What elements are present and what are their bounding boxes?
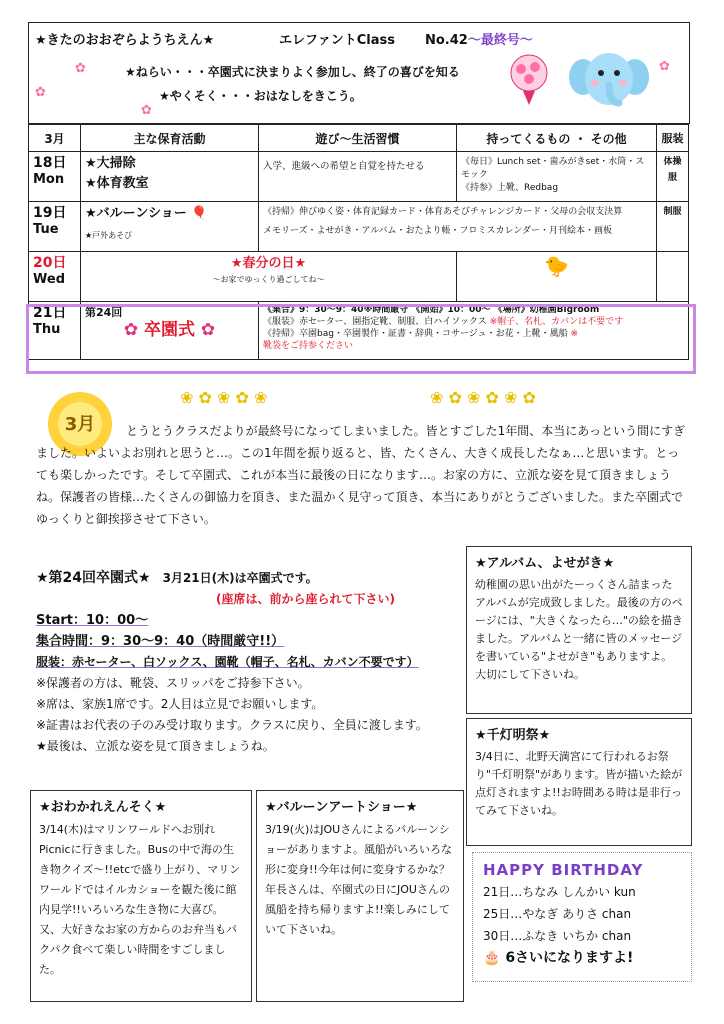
column-header: 遊び～生活習慣 — [259, 125, 457, 152]
promise-text: ★やくそく・・・おはなしをきこう。 — [159, 89, 362, 103]
ensoku-text: 3/14(木)はマリンワールドへお別れPicnicに行きました。Busの中で海の生き物クイズ～!!etcで盛り上がり、マリンワールドではイルカショーを観た後に館内見学!!いろいろな生き物に大喜び。又、大好きなお家の方からのお弁当もパクパク食べて楽しい時間をすごしました。 — [39, 823, 241, 976]
activity-cell — [81, 152, 259, 202]
weekday: Thu — [33, 322, 61, 337]
table-header-row — [29, 125, 689, 152]
ceremony-note: ※証書はお代表の子のみ受け取ります。クラスに戻り、全員に渡します。 — [36, 718, 428, 732]
activity: ★戸外あそび — [85, 231, 133, 240]
column-header: 持ってくるもの ・ その他 — [457, 125, 657, 152]
ceremony-date: 3月21日(木)は卒園式です。 — [162, 571, 318, 585]
balloon-text: 3/19(火)はJOUさんによるバルーンショーがありますよ。風船がいろいろな形に変身!!今年は何に変身するかな？年長さんは、卒園式の日にJOUさんの風船を持ち帰りますよ!!楽しみにしていて下さいね。 — [265, 823, 452, 936]
date-cell — [29, 202, 81, 252]
activity: ★大掃除 — [85, 156, 136, 171]
motte-cell — [457, 252, 657, 302]
flower-icon: ✿ — [200, 320, 216, 340]
ceremony-note: ※保護者の方は、靴袋、スリッパをご持参下さい。 — [36, 676, 310, 690]
detail-text: 《服装》赤セーター、園指定靴、制服、白ハイソックス — [263, 317, 487, 327]
date-cell — [29, 152, 81, 202]
ensoku-box — [30, 790, 252, 1002]
detail-line — [263, 316, 684, 328]
album-title: ★アルバム、よせがき★ — [475, 556, 615, 571]
motte-line: 《毎日》Lunch set・歯みがきset・水筒・スモック — [461, 157, 645, 180]
flower-icon: ✿ — [75, 61, 86, 76]
ceremony-title: ★第24回卒園式★ — [36, 570, 151, 586]
sentou-box — [466, 718, 692, 846]
column-header: 服装 — [657, 125, 689, 152]
motte-line: メモリーズ・よせがき・アルバム・おたより帳・フロミスカレンダー・月刊絵本・画板 — [263, 226, 612, 236]
holiday-label: ★春分の日★ — [230, 256, 307, 271]
activity: ★体育教室 — [85, 176, 149, 191]
last-issue-label: ～最終号～ — [467, 33, 533, 48]
birthday-footer — [483, 947, 681, 969]
table-row — [29, 252, 689, 302]
ensoku-title: ★おわかれえんそく★ — [39, 800, 167, 815]
activity — [85, 320, 254, 340]
column-header: 3月 — [29, 125, 81, 152]
detail-note: ※ — [570, 329, 579, 339]
date: 18日 — [33, 155, 67, 171]
birthday-title: HAPPY BIRTHDAY — [483, 861, 644, 879]
birthday-footer-text: 6さいになりますよ! — [505, 950, 634, 966]
fuku-cell: 体操服 — [657, 152, 689, 202]
weekday: Mon — [33, 172, 65, 187]
balloon-title: ★バルーンアートショー★ — [265, 800, 418, 815]
date: 21日 — [33, 305, 67, 321]
birthday-entry: 25日…やなぎ ありさ chan — [483, 907, 632, 921]
flower-icon: ✿ — [35, 85, 46, 100]
detail-text: 《持帰》卒園bag・卒園製作・証書・辞典・コサージュ・お花・上靴・風船 — [263, 329, 568, 339]
dress-code: 服装：赤セーター、白ソックス、園靴（帽子、名札、カバン不要です） — [36, 655, 419, 669]
motte-line: 《持帰》伸びゆく姿・体育記録カード・体育あそびチャレンジカード・父母の会収支決算 — [263, 207, 623, 217]
fuku-cell — [657, 252, 689, 302]
class-name: エレファントClass — [279, 33, 395, 48]
birds-icon: 🐤 — [544, 254, 569, 278]
album-text: 幼稚園の思い出がたーっくさん詰まったアルバムが完成致しました。最後の方のページには、"大きくなったら…"の絵を描きました。アルバムと一緒に皆のメッセージを書いている"よせがき"もありますよ。大切にして下さいね。 — [475, 578, 683, 681]
motte-cell — [259, 202, 657, 252]
sentou-title: ★千灯明祭★ — [475, 728, 551, 743]
detail-line — [263, 328, 684, 340]
balloon-icon: 🎈 — [191, 206, 208, 221]
detail-note: ※帽子、名札、カバンは不要です — [489, 317, 624, 327]
table-row — [29, 202, 689, 252]
ceremony-note: ※席は、家族1席です。2人目は立見でお願いします。 — [36, 697, 324, 711]
sentou-text: 3/4日に、北野天満宮にて行われるお祭り"千灯明祭"があります。皆が描いた絵が点灯されますよ!!お時間ある時は是非行ってみて下さいね。 — [475, 750, 683, 817]
holiday-note: ～お家でゆっくり過ごしてね～ — [212, 275, 325, 284]
issue-no: No.42 — [425, 33, 468, 48]
detail-line: 《集合》9：30～9：40※時間厳守 《開始》10：00～ 《場所》幼稚園Bigroom — [263, 305, 600, 315]
intro-text: とうとうクラスだよりが最終号になってしまいました。皆とすごした1年間、本当にあっという間にすぎました。いよいよお別れと思うと…。この1年間を振り返ると、皆、たくさん、大きく成長したなぁ…と思います。とっても楽しかったです。そして卒園式、これが本当に最後の日になります…。お家の方に、立派な姿を見て頂きましょうね。保護者の皆様…たくさんの御協力を頂き、また温かく見守って頂き、本当にありがとうございました。また卒園式でゆっくりと御挨拶させて下さい。 — [36, 424, 686, 526]
school-name: ★きたのおおぞらようちえん★ — [35, 33, 215, 48]
motte-cell — [457, 152, 657, 202]
motte-line: 《持参》上靴、Redbag — [461, 183, 559, 193]
album-box — [466, 546, 692, 714]
date-cell — [29, 252, 81, 302]
flower-icon: ✿ — [141, 103, 152, 118]
issue-number — [425, 29, 533, 48]
newsletter-header — [28, 22, 690, 124]
birthday-entry: 21日…ちなみ しんかい kun — [483, 885, 636, 899]
graduation-label: 卒園式 — [144, 320, 195, 340]
ceremony-note: ★最後は、立派な姿を見て頂きましょうね。 — [36, 739, 275, 753]
date: 19日 — [33, 205, 67, 221]
flower-icon: ✿ — [659, 59, 670, 74]
schedule-table — [28, 124, 689, 360]
butterfly-icon: ❀ ✿ ❀ ✿ ❀ — [180, 388, 268, 407]
date-cell — [29, 302, 81, 360]
weekday: Tue — [33, 222, 59, 237]
details-cell — [259, 302, 689, 360]
ceremony-section — [36, 568, 456, 757]
seat-note: (座席は、前から座られて下さい) — [216, 592, 395, 606]
start-time: Start：10：00～ — [36, 613, 149, 628]
birthday-entry: 30日…ふなき いちか chan — [483, 929, 632, 943]
elephant-icon — [569, 45, 649, 115]
fuku-cell: 制服 — [657, 202, 689, 252]
table-row — [29, 302, 689, 360]
birthday-box — [472, 852, 692, 982]
table-row — [29, 152, 689, 202]
cake-icon: 🎂 — [483, 950, 501, 966]
asobi-cell: 入学、進級への希望と自覚を持たせる — [259, 152, 457, 202]
activity — [85, 204, 254, 224]
butterfly-icon: ❀ ✿ ❀ ✿ ❀ ✿ — [430, 388, 536, 407]
flower-icon: ✿ — [123, 320, 139, 340]
balloon-box — [256, 790, 464, 1002]
svg-text:3月: 3月 — [64, 414, 96, 435]
date: 20日 — [33, 255, 67, 271]
activity-cell — [81, 302, 259, 360]
ceremony-heading — [36, 568, 456, 589]
activity-label: ★バルーンショー — [85, 206, 187, 221]
activity-cell — [81, 252, 457, 302]
detail-line: 靴袋をご持参ください — [263, 341, 354, 351]
bouquet-icon — [499, 47, 559, 107]
activity-cell — [81, 202, 259, 252]
aim-text: ★ねらい・・・卒園式に決まりよく参加し、終了の喜びを知る — [125, 65, 460, 79]
activity-sub: 第24回 — [85, 306, 123, 319]
gather-time: 集合時間：9：30～9：40（時間厳守!!） — [36, 634, 285, 649]
column-header: 主な保育活動 — [81, 125, 259, 152]
weekday: Wed — [33, 272, 65, 287]
